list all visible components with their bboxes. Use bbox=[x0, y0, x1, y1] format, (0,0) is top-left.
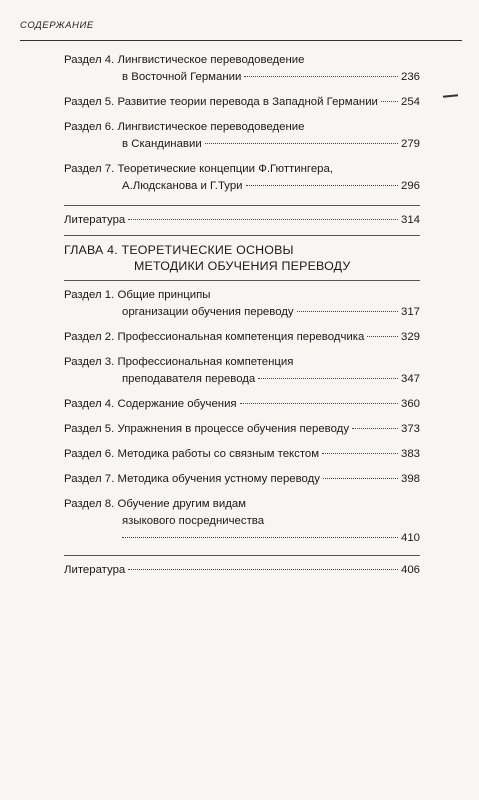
toc-page-number: 360 bbox=[400, 398, 420, 410]
dot-leader bbox=[128, 569, 398, 570]
chapter-title: ГЛАВА 4. ТЕОРЕТИЧЕСКИЕ ОСНОВЫ bbox=[64, 243, 294, 257]
toc-page-number: 236 bbox=[400, 71, 420, 83]
toc-entry-title: Раздел 5. Упражнения в процессе обучения переводу bbox=[64, 423, 350, 435]
toc-entry-ch4-section-7[interactable] bbox=[64, 471, 420, 488]
toc-entry-title: Раздел 8. Обучение другим видам bbox=[64, 498, 247, 510]
toc-entry-title: Раздел 4. Лингвистическое переводоведение bbox=[64, 54, 305, 66]
toc-entry-ch4-section-6[interactable] bbox=[64, 446, 420, 463]
toc-entry-literature[interactable] bbox=[64, 212, 420, 229]
pen-mark bbox=[443, 94, 458, 98]
chapter-heading[interactable] bbox=[64, 242, 420, 274]
dot-leader bbox=[128, 219, 398, 220]
toc-entry-ch4-section-5[interactable] bbox=[64, 421, 420, 438]
divider-rule bbox=[64, 280, 420, 281]
toc-entry-title-cont: в Скандинавии bbox=[122, 138, 202, 150]
toc-entry-title: Раздел 5. Развитие теории перевода в Западной Германии bbox=[64, 96, 378, 108]
toc-entry-ch4-section-3[interactable] bbox=[64, 354, 420, 388]
toc-entry-title: Раздел 7. Методика обучения устному переводу bbox=[64, 473, 320, 485]
running-head: СОДЕРЖАНИЕ bbox=[20, 20, 94, 31]
header-rule bbox=[20, 40, 462, 41]
toc-page-number: 296 bbox=[400, 180, 420, 192]
toc-page-number: 329 bbox=[400, 331, 420, 343]
toc-entry-title-cont: А.Людсканова и Г.Тури bbox=[122, 180, 243, 192]
dot-leader bbox=[352, 428, 398, 429]
toc-entry-literature[interactable] bbox=[64, 562, 420, 579]
dot-leader bbox=[323, 478, 398, 479]
toc-entry-title: Раздел 2. Профессиональная компетенция переводчика bbox=[64, 331, 365, 343]
toc-page-number: 410 bbox=[400, 532, 420, 544]
toc-page-number: 383 bbox=[400, 448, 420, 460]
dot-leader bbox=[258, 378, 398, 379]
divider-rule bbox=[64, 555, 420, 556]
toc-entry-title-cont: организации обучения переводу bbox=[122, 306, 294, 318]
dot-leader bbox=[297, 311, 398, 312]
toc-page-number: 279 bbox=[400, 138, 420, 150]
toc-entry-title: Раздел 4. Содержание обучения bbox=[64, 398, 237, 410]
toc-entry-section-4[interactable] bbox=[64, 52, 420, 86]
dot-leader bbox=[381, 101, 398, 102]
divider-rule bbox=[64, 235, 420, 236]
toc-entry-title-cont: в Восточной Германии bbox=[122, 71, 242, 83]
toc-entry-title: Раздел 3. Профессиональная компетенция bbox=[64, 356, 294, 368]
toc-entry-section-5[interactable] bbox=[64, 94, 420, 111]
toc-entry-section-6[interactable] bbox=[64, 119, 420, 153]
toc-entry-ch4-section-4[interactable] bbox=[64, 396, 420, 413]
divider-rule bbox=[64, 205, 420, 206]
dot-leader bbox=[244, 76, 398, 77]
toc-entry-title: Раздел 1. Общие принципы bbox=[64, 289, 211, 301]
dot-leader bbox=[240, 403, 398, 404]
dot-leader bbox=[367, 336, 398, 337]
toc-entry-title: Раздел 6. Лингвистическое переводоведение bbox=[64, 121, 305, 133]
toc-entry-title: Раздел 6. Методика работы со связным текстом bbox=[64, 448, 320, 460]
toc-entry-title: Литература bbox=[64, 214, 126, 226]
toc-page-number: 314 bbox=[400, 214, 420, 226]
toc-page-number: 254 bbox=[400, 96, 420, 108]
dot-leader bbox=[246, 185, 398, 186]
toc-entry-title-cont: преподавателя перевода bbox=[122, 373, 256, 385]
toc-page-number: 398 bbox=[400, 473, 420, 485]
toc-page-number: 406 bbox=[400, 564, 420, 576]
toc-entry-title: Литература bbox=[64, 564, 126, 576]
dot-leader bbox=[122, 537, 398, 538]
toc-page-number: 317 bbox=[400, 306, 420, 318]
table-of-contents bbox=[64, 52, 420, 579]
toc-entry-title-cont: языкового посредничества bbox=[122, 515, 265, 527]
toc-entry-ch4-section-8[interactable] bbox=[64, 496, 420, 547]
toc-entry-ch4-section-1[interactable] bbox=[64, 287, 420, 321]
toc-entry-ch4-section-2[interactable] bbox=[64, 329, 420, 346]
toc-entry-section-7[interactable] bbox=[64, 161, 420, 195]
toc-entry-title: Раздел 7. Теоретические концепции Ф.Гюттингера, bbox=[64, 163, 334, 175]
chapter-title-cont: МЕТОДИКИ ОБУЧЕНИЯ ПЕРЕВОДУ bbox=[134, 259, 351, 273]
dot-leader bbox=[205, 143, 398, 144]
dot-leader bbox=[322, 453, 398, 454]
toc-page-number: 347 bbox=[400, 373, 420, 385]
toc-page-number: 373 bbox=[400, 423, 420, 435]
